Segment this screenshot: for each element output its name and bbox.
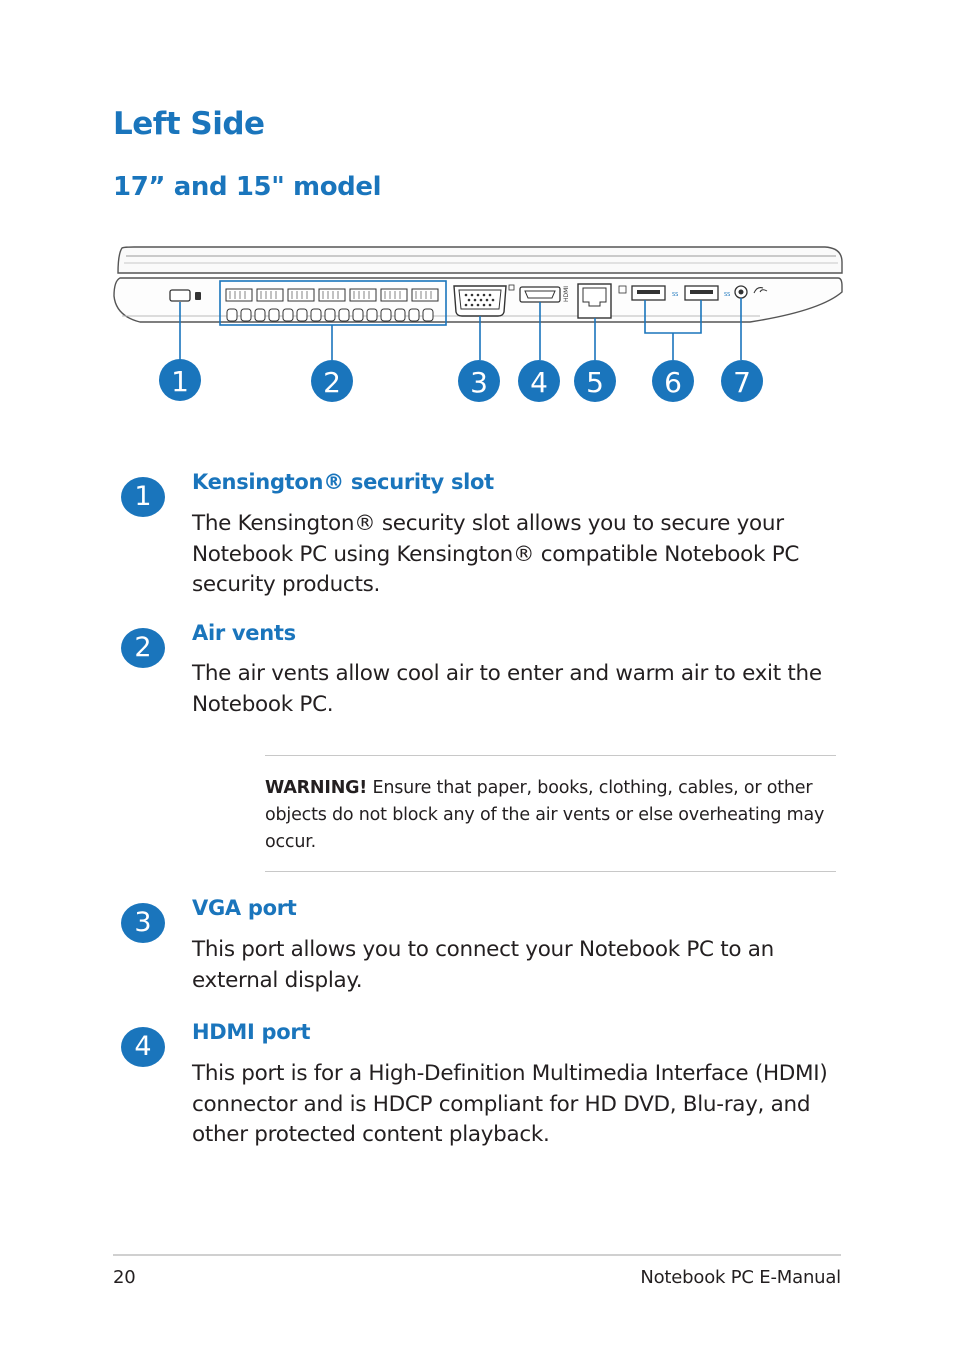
callout-label-2: 2	[323, 366, 341, 399]
callout-label-3: 3	[470, 366, 488, 399]
item-title-vga: VGA port	[192, 896, 297, 920]
item-title-air-vents: Air vents	[192, 621, 296, 645]
item-number-badge: 3	[121, 903, 165, 943]
page-title: Left Side	[113, 106, 265, 142]
warning-bottom-divider	[265, 871, 836, 872]
callout-label-5: 5	[586, 366, 604, 399]
svg-text:HDMI: HDMI	[563, 285, 570, 303]
item-number-badge: 1	[121, 477, 165, 517]
warning-note	[265, 775, 840, 856]
manual-title: Notebook PC E-Manual	[640, 1267, 841, 1288]
item-number-badge: 4	[121, 1027, 165, 1067]
callout-label-4: 4	[530, 366, 548, 399]
callout-label-1: 1	[171, 365, 189, 398]
warning-top-divider	[265, 755, 836, 756]
callout-label-7: 7	[733, 366, 751, 399]
item-desc-air-vents: The air vents allow cool air to enter and warm air to exit the Notebook PC.	[192, 661, 822, 717]
laptop-left-side-diagram	[100, 236, 860, 426]
item-number-badge: 2	[121, 628, 165, 668]
page-number: 20	[113, 1267, 136, 1288]
item-title-kensington: Kensington® security slot	[192, 470, 494, 494]
warning-label: WARNING!	[265, 778, 368, 798]
item-desc-vga: This port allows you to connect your Notebook PC to an external display.	[192, 937, 775, 993]
hdmi-port-graphic	[520, 286, 570, 302]
model-subtitle: 17” and 15" model	[113, 172, 382, 202]
warning-text: Ensure that paper, books, clothing, cables, or other objects do not block any of the air vents or else overheating may occur.	[265, 778, 825, 852]
item-desc-hdmi: This port is for a High-Definition Multimedia Interface (HDMI) connector and is HDCP compliant for HD DVD, Blu-ray, and other protected content playback.	[192, 1061, 828, 1147]
item-title-hdmi: HDMI port	[192, 1020, 311, 1044]
footer-divider	[113, 1254, 841, 1256]
svg-text:SS: SS	[724, 292, 731, 298]
item-desc-kensington: The Kensington® security slot allows you to secure your Notebook PC using Kensington® compatible Notebook PC security products.	[192, 511, 800, 597]
callout-label-6: 6	[664, 366, 682, 399]
svg-text:SS: SS	[672, 292, 679, 298]
